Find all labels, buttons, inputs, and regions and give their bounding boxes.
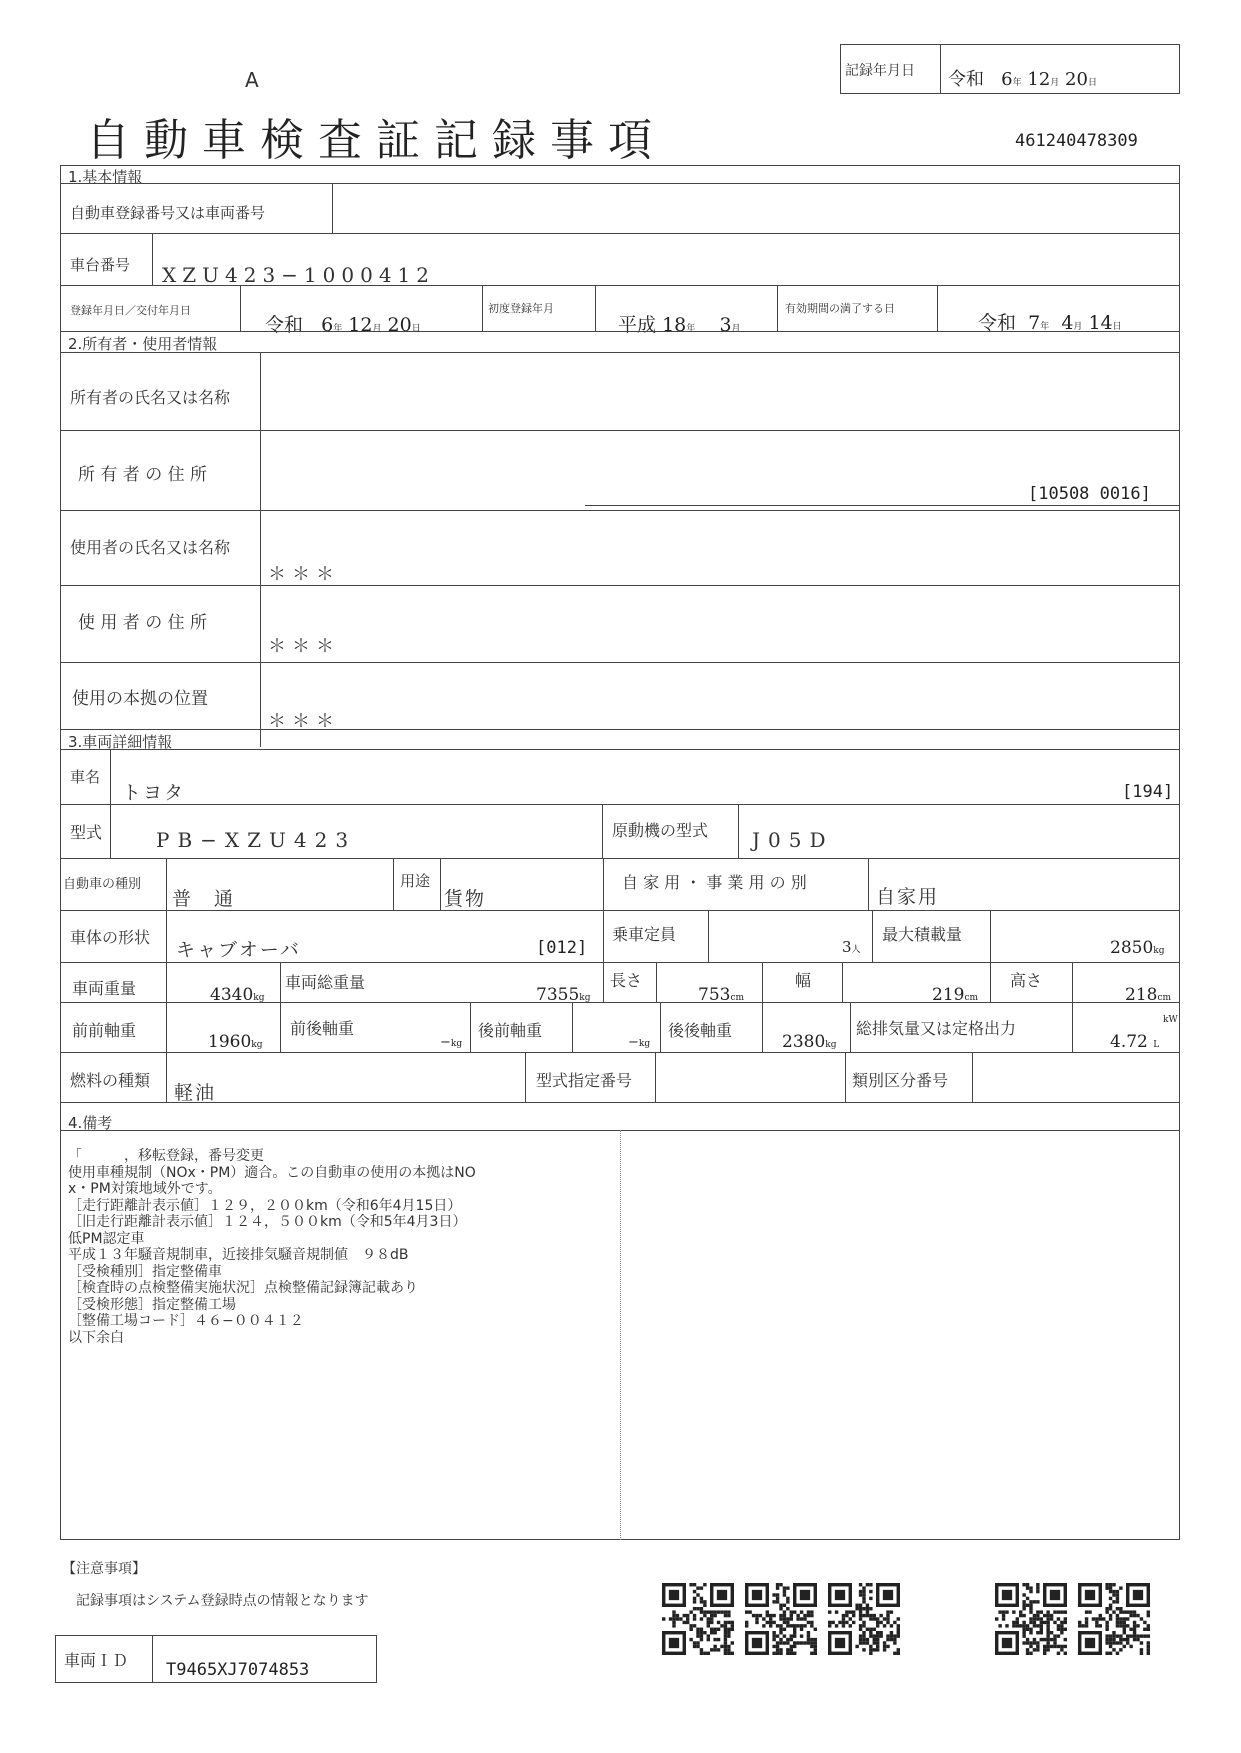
remark-line: ［走行距離計表示値］１２９，２００km（令和6年4月15日）	[68, 1197, 462, 1214]
first-registration-label: 初度登録年月	[488, 302, 554, 315]
user-address-label: 使 用 者 の 住 所	[78, 613, 208, 633]
max-load-label: 最大積載量	[882, 925, 963, 944]
rear-rear-axle-label: 後後軸重	[668, 1021, 733, 1040]
displacement-label: 総排気量又は定格出力	[856, 1019, 1017, 1038]
user-name-label: 使用者の氏名又は名称	[70, 538, 231, 557]
max-load-value: 2850kg	[1110, 938, 1165, 958]
registration-date-label: 登録年月日／交付年月日	[70, 304, 191, 317]
engine-model-label: 原動機の型式	[612, 821, 709, 840]
gross-weight-value: 7355kg	[536, 985, 591, 1005]
front-rear-axle-value: −kg	[440, 1035, 463, 1050]
model-value: PB−XZU423	[156, 828, 357, 852]
expiry-value: 令和 7年 4月 14日	[978, 312, 1122, 334]
remark-line: ［検査時の点検整備実施状況］点検整備記録簿記載あり	[68, 1280, 418, 1296]
remark-line: ［受検形態］指定整備工場	[68, 1296, 236, 1313]
base-location-value: ＊＊＊	[268, 711, 340, 732]
notice-heading: 【注意事項】	[62, 1561, 146, 1577]
model-label: 型式	[70, 823, 103, 842]
body-shape-label: 車体の形状	[70, 928, 151, 947]
body-shape-value: キャブオーバ	[176, 939, 301, 961]
vehicle-name-value: トヨタ	[122, 782, 186, 804]
type-designation-label: 型式指定番号	[536, 1071, 633, 1090]
private-business-label: 自 家 用 ・ 事 業 用 の 別	[622, 873, 807, 892]
fuel-type-value: 軽油	[174, 1082, 217, 1104]
vehicle-kind-label: 自動車の種別	[63, 877, 142, 892]
record-date-value: 令和 6年 12月 20日	[948, 69, 1097, 90]
front-front-axle-value: 1960kg	[208, 1032, 263, 1052]
engine-model-value: J05D	[752, 828, 834, 852]
width-value: 219cm	[932, 985, 979, 1005]
first-registration-value: 平成 18年 3月	[618, 314, 741, 336]
owner-name-label: 所有者の氏名又は名称	[70, 388, 231, 407]
rear-rear-axle-value: 2380kg	[782, 1032, 837, 1052]
owner-address-divider	[60, 510, 1180, 511]
section-vehicle-heading: 3.車両詳細情報	[68, 733, 173, 751]
chassis-number-label: 車台番号	[70, 256, 131, 274]
remark-line: 以下余白	[68, 1329, 124, 1346]
vehicle-id-label: 車両ＩＤ	[64, 1651, 129, 1670]
base-location-label: 使用の本拠の位置	[72, 689, 208, 709]
capacity-value: 3人	[842, 938, 861, 956]
rear-front-axle-value: −kg	[628, 1035, 651, 1050]
category-number-label: 類別区分番号	[852, 1071, 949, 1090]
qr-code-icon	[662, 1583, 734, 1655]
capacity-label: 乗車定員	[612, 925, 677, 944]
form-mark: A	[245, 68, 259, 92]
height-label: 高さ	[1010, 971, 1043, 990]
chassis-number-value: XZU423−1000412	[162, 263, 435, 287]
displacement-value: 4.72 L	[1110, 1032, 1160, 1052]
remark-line: 低PM認定車	[68, 1230, 145, 1247]
expiry-label: 有効期間の満了する日	[785, 302, 895, 315]
vehicle-weight-value: 4340kg	[210, 985, 265, 1005]
remark-line: 「 ，移転登録，番号変更	[68, 1148, 264, 1164]
private-business-value: 自家用	[876, 886, 940, 908]
section-remarks-heading: 4.備考	[68, 1114, 113, 1132]
vehicle-id-value: T9465XJ7074853	[166, 1660, 310, 1680]
front-front-axle-label: 前前軸重	[72, 1021, 137, 1040]
body-shape-code: [012]	[536, 938, 588, 958]
section-owner-heading: 2.所有者・使用者情報	[68, 335, 218, 353]
vehicle-weight-label: 車両重量	[72, 979, 137, 998]
section-basic-heading: 1.基本情報	[68, 168, 143, 186]
record-date-label: 記録年月日	[845, 63, 915, 79]
registration-number-label: 自動車登録番号又は車両番号	[70, 204, 266, 222]
vehicle-name-code: [194]	[1122, 782, 1174, 802]
vehicle-kind-value: 普 通	[172, 888, 236, 910]
notice-text: 記録事項はシステム登録時点の情報となります	[76, 1593, 369, 1609]
owner-address-code: [10508 0016]	[1028, 484, 1151, 504]
remark-line: ［整備工場コード］４６−００４１２	[68, 1313, 304, 1329]
usage-value: 貨物	[444, 888, 487, 910]
usage-label: 用途	[400, 872, 431, 890]
length-value: 753cm	[698, 985, 745, 1005]
rear-front-axle-label: 後前軸重	[478, 1021, 543, 1040]
front-rear-axle-label: 前後軸重	[290, 1019, 355, 1038]
user-address-value: ＊＊＊	[268, 636, 340, 657]
height-value: 218cm	[1125, 985, 1172, 1005]
kw-unit: kW	[1163, 1015, 1178, 1025]
qr-code-icon	[995, 1583, 1067, 1655]
remarks-text	[68, 1148, 628, 1346]
width-label: 幅	[795, 971, 812, 990]
length-label: 長さ	[610, 971, 643, 990]
owner-address-label: 所 有 者 の 住 所	[78, 465, 208, 485]
vehicle-name-label: 車名	[70, 768, 101, 786]
remark-line: 平成１３年騒音規制車，近接排気騒音規制値 ９８dB	[68, 1247, 409, 1263]
document-title: 自動車検査証記録事項	[86, 115, 666, 166]
qr-code-icon	[745, 1583, 817, 1655]
fuel-type-label: 燃料の種類	[70, 1071, 151, 1090]
remark-line: ［旧走行距離計表示値］１２４，５００km（令和5年4月3日）	[68, 1214, 467, 1230]
gross-weight-label: 車両総重量	[285, 973, 366, 992]
registration-date-value: 令和 6年 12月 20日	[265, 314, 421, 336]
document-number: 461240478309	[1015, 131, 1138, 151]
qr-code-icon	[828, 1583, 900, 1655]
remark-line: 使用車種規制（NOx・PM）適合。この自動車の使用の本拠はNO	[68, 1164, 476, 1181]
qr-code-icon	[1078, 1583, 1150, 1655]
remark-line: ［受検種別］指定整備車	[68, 1263, 222, 1280]
remark-line: x・PM対策地域外です。	[68, 1181, 222, 1197]
user-name-value: ＊＊＊	[268, 564, 340, 585]
